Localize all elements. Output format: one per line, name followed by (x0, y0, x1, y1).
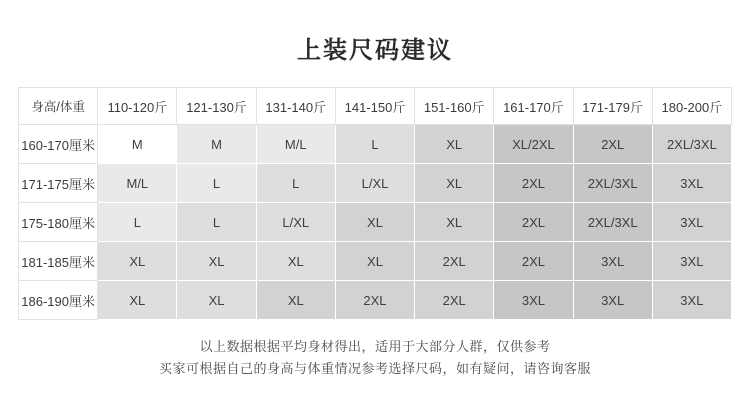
column-header: 141-150斤 (335, 88, 414, 125)
size-cell: L (177, 164, 256, 203)
size-cell: XL (415, 203, 494, 242)
size-cell: XL (177, 281, 256, 320)
row-header: 186-190厘米 (19, 281, 98, 320)
row-header: 175-180厘米 (19, 203, 98, 242)
size-cell: 2XL/3XL (573, 203, 652, 242)
column-header: 131-140斤 (256, 88, 335, 125)
table-row (19, 242, 732, 281)
size-cell: 2XL/3XL (573, 164, 652, 203)
table-header-row (19, 88, 732, 125)
column-header: 180-200斤 (652, 88, 731, 125)
size-cell: 2XL (494, 242, 573, 281)
size-cell: 3XL (652, 281, 731, 320)
size-cell: 3XL (573, 242, 652, 281)
size-cell: M (98, 125, 177, 164)
size-cell: XL (415, 164, 494, 203)
size-cell: 2XL (335, 281, 414, 320)
size-cell: XL (335, 242, 414, 281)
size-cell: L/XL (335, 164, 414, 203)
row-header: 160-170厘米 (19, 125, 98, 164)
size-cell: XL (256, 242, 335, 281)
table-header (19, 88, 732, 125)
size-cell: 2XL (494, 203, 573, 242)
size-cell: XL (98, 281, 177, 320)
size-cell: XL (415, 125, 494, 164)
size-cell: XL (177, 242, 256, 281)
column-header: 121-130斤 (177, 88, 256, 125)
size-cell: 2XL/3XL (652, 125, 731, 164)
size-cell: L (98, 203, 177, 242)
table-row (19, 125, 732, 164)
page-title: 上装尺码建议 (297, 37, 453, 64)
table-body (19, 125, 732, 320)
size-cell: L/XL (256, 203, 335, 242)
column-header: 161-170斤 (494, 88, 573, 125)
column-header: 151-160斤 (415, 88, 494, 125)
size-cell: M/L (256, 125, 335, 164)
footnotes (0, 320, 750, 380)
size-table (18, 87, 732, 320)
size-cell: L (256, 164, 335, 203)
size-cell: 3XL (573, 281, 652, 320)
size-cell: XL (256, 281, 335, 320)
footnote-line: 以上数据根据平均身材得出，适用于大部分人群，仅供参考 (199, 339, 551, 354)
size-cell: 2XL (415, 242, 494, 281)
column-header: 171-179斤 (573, 88, 652, 125)
size-cell: L (335, 125, 414, 164)
row-header: 171-175厘米 (19, 164, 98, 203)
size-cell: L (177, 203, 256, 242)
row-header: 181-185厘米 (19, 242, 98, 281)
size-cell: 2XL (573, 125, 652, 164)
size-table-container (0, 87, 750, 320)
size-cell: 2XL (415, 281, 494, 320)
size-cell: 2XL (494, 164, 573, 203)
column-header: 110-120斤 (98, 88, 177, 125)
footnote-line: 买家可根据自己的身高与体重情况参考选择尺码，如有疑问，请咨询客服 (158, 361, 591, 376)
table-row (19, 281, 732, 320)
size-cell: XL (335, 203, 414, 242)
size-cell: M (177, 125, 256, 164)
size-cell: 3XL (652, 242, 731, 281)
size-cell: 3XL (494, 281, 573, 320)
table-corner-header: 身高/体重 (19, 88, 98, 125)
table-row (19, 164, 732, 203)
size-cell: 3XL (652, 203, 731, 242)
size-cell: XL/2XL (494, 125, 573, 164)
size-cell: 3XL (652, 164, 731, 203)
table-row (19, 203, 732, 242)
size-cell: XL (98, 242, 177, 281)
size-cell: M/L (98, 164, 177, 203)
